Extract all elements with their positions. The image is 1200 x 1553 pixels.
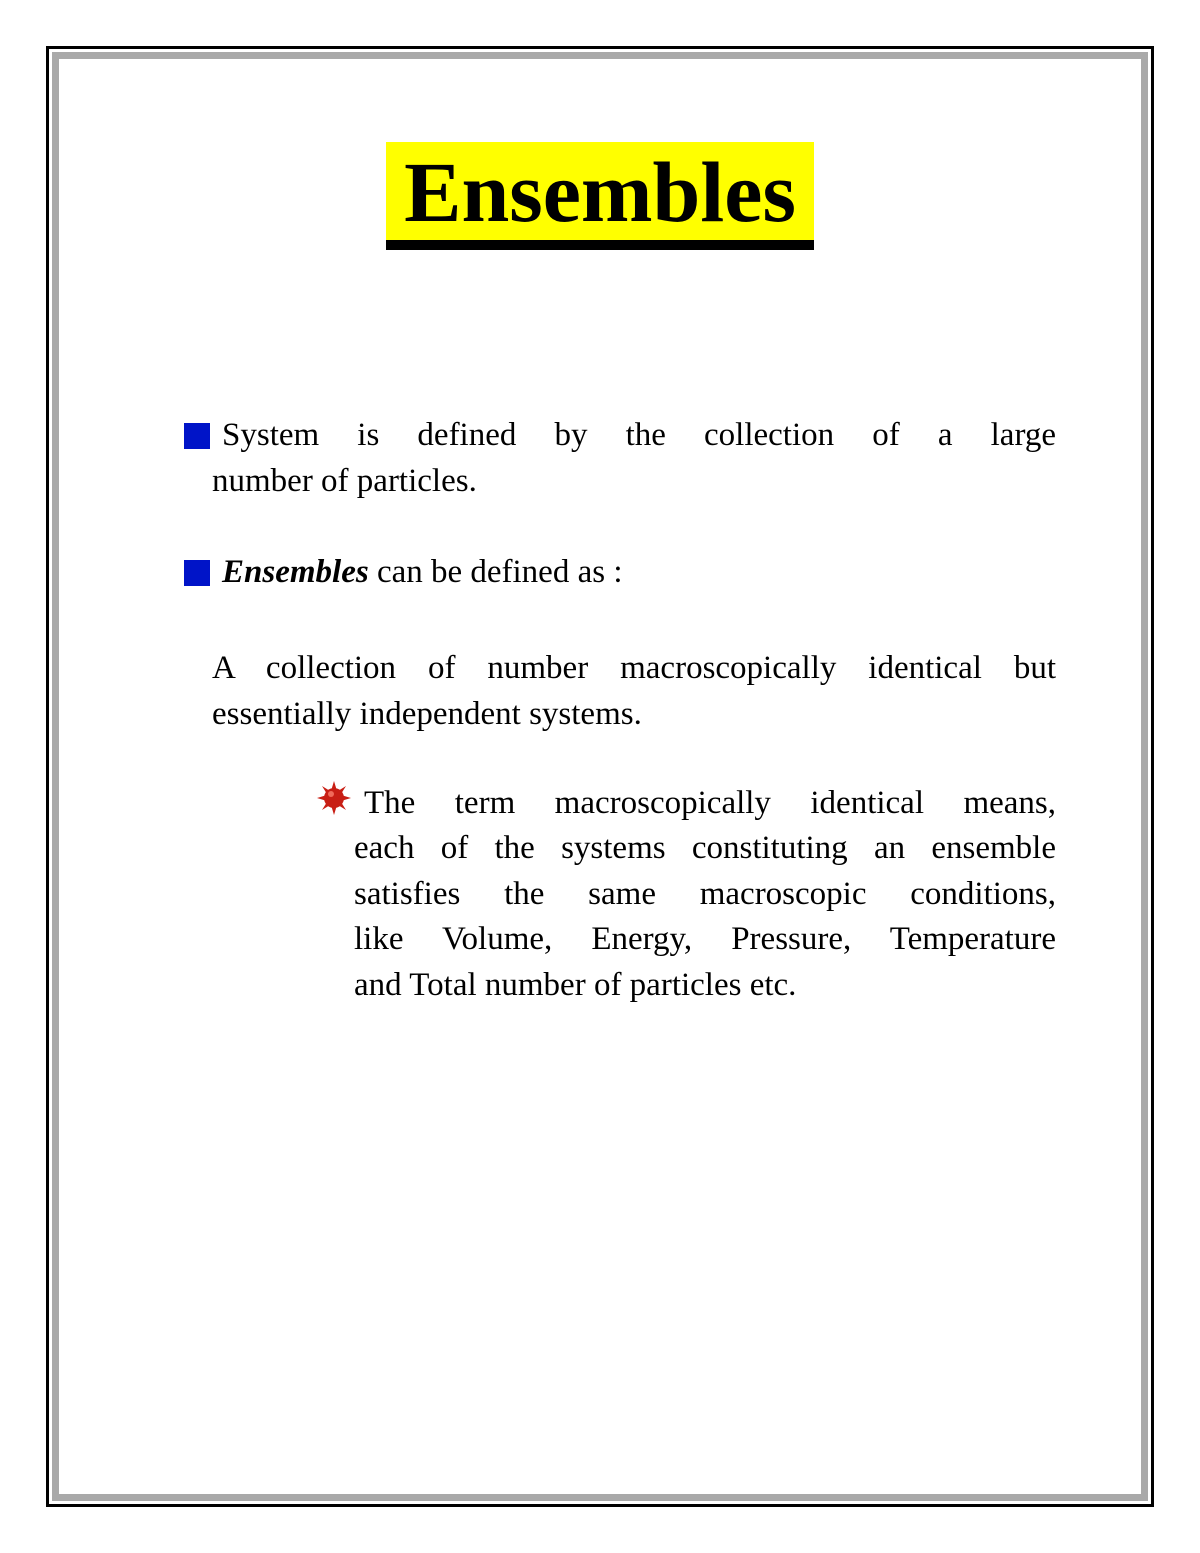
red-star-icon bbox=[316, 780, 352, 816]
bullet-2-rest: can be defined as : bbox=[368, 554, 623, 590]
sub-bullet-text-line-4: like Volume, Energy, Pressure, Temperature bbox=[354, 921, 1056, 957]
bullet-1-line-1 bbox=[222, 413, 1056, 459]
sub-bullet-paragraph bbox=[354, 826, 1056, 1008]
page-title: Ensembles bbox=[404, 144, 796, 240]
bullet-2-line bbox=[222, 550, 1056, 596]
sub-bullet-line-1 bbox=[364, 781, 1056, 827]
sub-bullet-text-line-2: each of the systems constituting an ensemble bbox=[354, 830, 1056, 866]
bullet-1-text-line-2: number of particles. bbox=[212, 463, 477, 499]
title-box bbox=[386, 142, 814, 250]
page-frame bbox=[46, 46, 1154, 1507]
bullet-1-line-2 bbox=[212, 459, 1056, 505]
blue-square-icon bbox=[184, 560, 210, 586]
sub-bullet-text-line-1: The term macroscopically identical means, bbox=[364, 785, 1056, 821]
blue-square-icon bbox=[184, 423, 210, 449]
title-underline bbox=[386, 240, 814, 250]
sub-bullet-text-line-3: satisfies the same macroscopic conditions, bbox=[354, 875, 1056, 912]
definition-line-1: A collection of number macroscopically identical but bbox=[212, 650, 1056, 686]
sub-bullet-text-line-5: and Total number of particles etc. bbox=[354, 966, 797, 1003]
bullet-2-emphasis: Ensembles bbox=[222, 554, 369, 590]
page-frame-inner-border bbox=[52, 52, 1148, 1501]
definition-paragraph bbox=[212, 646, 1056, 737]
bullet-1-text-line-1: System is defined by the collection of a large bbox=[222, 417, 1056, 453]
definition-line-2: essentially independent systems. bbox=[212, 695, 642, 732]
bullet-2 bbox=[222, 550, 1056, 596]
